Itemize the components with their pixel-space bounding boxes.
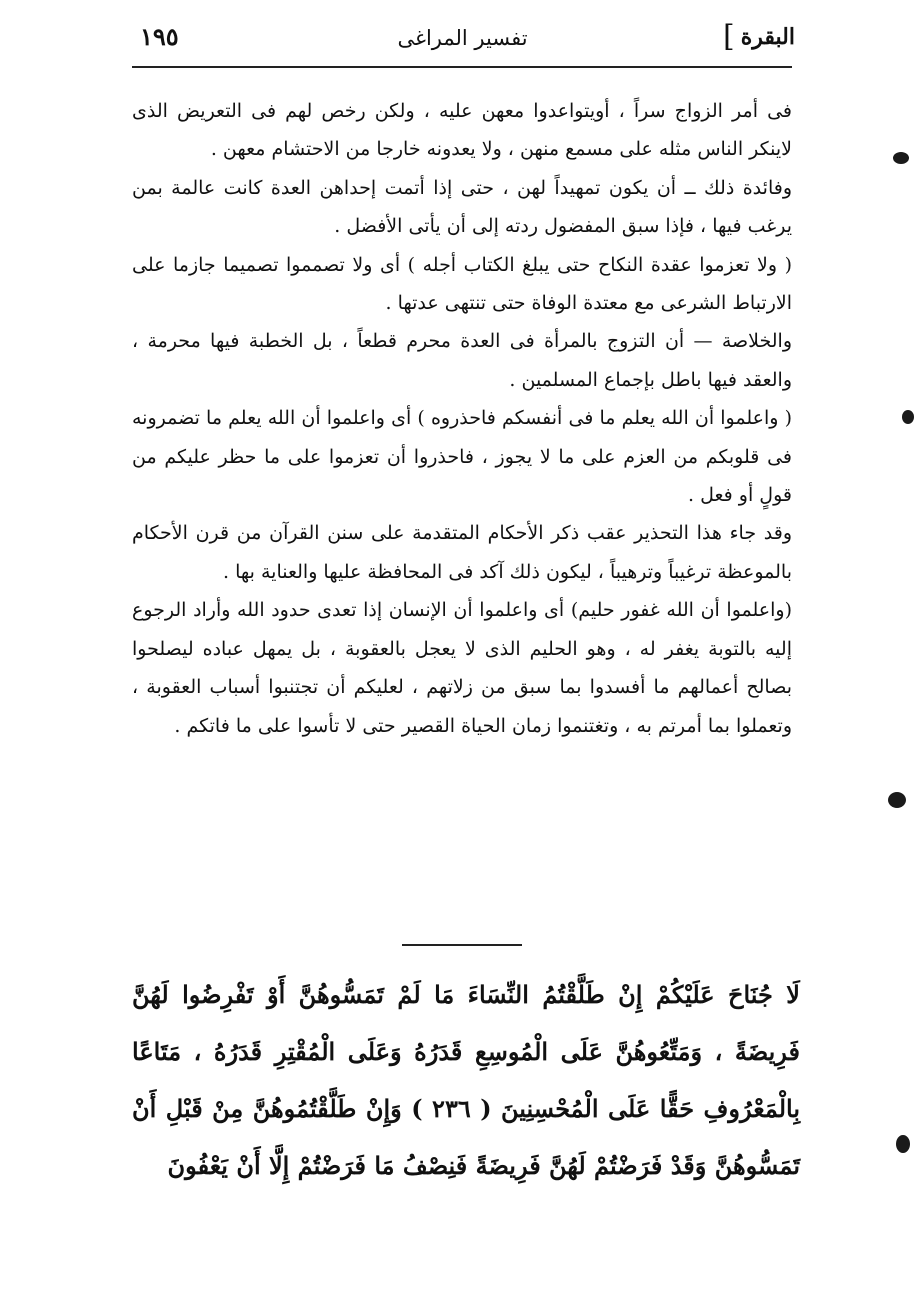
commentary-paragraph: فى أمر الزواج سراً ، أويتواعدوا معهن عليه ، ولكن رخص لهم فى التعريض الذى لاينكر الناس مثله على مسمع منهن ، ولا يعدونه خارجا من الاحتشام معهن . [132, 100, 792, 161]
commentary-body [132, 92, 792, 745]
header-rule [132, 66, 792, 68]
scan-speck [888, 792, 906, 808]
commentary-paragraph: وقد جاء هذا التحذير عقب ذكر الأحكام المتقدمة على سنن القرآن من قرن الأحكام بالموعظة ترغيباً وترهيباً ، ليكون ذلك آكد فى المحافظة عليها والعناية بها . [132, 522, 792, 583]
quran-verse-block [132, 966, 800, 1194]
scan-speck [896, 1135, 910, 1153]
surah-name: البقرة [740, 24, 795, 50]
page-number: ١٩٥ [140, 22, 179, 51]
commentary-paragraph: وفائدة ذلك ــ أن يكون تمهيداً لهن ، حتى إذا أتمت إحداهن العدة كانت عالمة بمن يرغب فيها ، فإذا سبق المفضول ردته إلى أن يأتى الأفضل . [132, 176, 792, 238]
section-separator [402, 944, 522, 946]
commentary-paragraph: (واعلموا أن الله غفور حليم) أى واعلموا أن الإنسان إذا تعدى حدود الله وأراد الرجوع إليه بالتوبة يغفر له ، وهو الحليم الذى لا يعجل بالعقوبة ، بل يمهل عباده ليصلحوا بصالح أعمالهم ما أفسدوا بما سبق من زلاتهم ، لعليكم أن تجتنبوا أسباب العقوبة ، وتعملوا بما أمرتم به ، وتغتنموا زمان الحياة القصير حتى لا تأسوا على ما فاتكم . [132, 599, 792, 737]
quran-verse: لَا جُنَاحَ عَلَيْكُمْ إِنْ طَلَّقْتُمُ النِّسَاءَ مَا لَمْ تَمَسُّوهُنَّ أَوْ تَفْرِضُوا لَهُنَّ فَرِيضَةً ، وَمَتِّعُوهُنَّ عَلَى الْمُوسِعِ قَدَرُهُ وَعَلَى الْمُقْتِرِ قَدَرُهُ ، مَتَاعًا بِالْمَعْرُوفِ حَقًّا عَلَى الْمُحْسِنِينَ ( ٢٣٦ ) وَإِنْ طَلَّقْتُمُوهُنَّ مِنْ قَبْلِ أَنْ تَمَسُّوهُنَّ وَقَدْ فَرَضْتُمْ لَهُنَّ فَرِيضَةً فَنِصْفُ مَا فَرَضْتُمْ إِلَّا أَنْ يَعْفُونَ [132, 980, 801, 1180]
scan-speck [902, 410, 914, 424]
commentary-paragraph: والخلاصة — أن التزوج بالمرأة فى العدة محرم قطعاً ، بل الخطبة فيها محرمة ، والعقد فيها باطل بإجماع المسلمين . [132, 330, 792, 391]
commentary-paragraph: ( واعلموا أن الله يعلم ما فى أنفسكم فاحذروه ) أى واعلموا أن الله يعلم ما تضمرونه فى قلوبكم من العزم على ما لا يجوز ، فاحذروا أن تعزموا على ما حظر عليكم من قولٍ أو فعل . [132, 407, 792, 507]
book-title: تفسير المراغى [397, 26, 528, 50]
scan-speck [893, 152, 909, 164]
page-header [130, 19, 795, 72]
header-bracket: ] [723, 19, 735, 54]
running-head-surah-block [723, 19, 795, 54]
commentary-paragraph: ( ولا تعزموا عقدة النكاح حتى يبلغ الكتاب أجله ) أى ولا تصمموا تصميما جازما على الارتباط الشرعى مع معتدة الوفاة حتى تنتهى عدتها . [132, 253, 792, 315]
